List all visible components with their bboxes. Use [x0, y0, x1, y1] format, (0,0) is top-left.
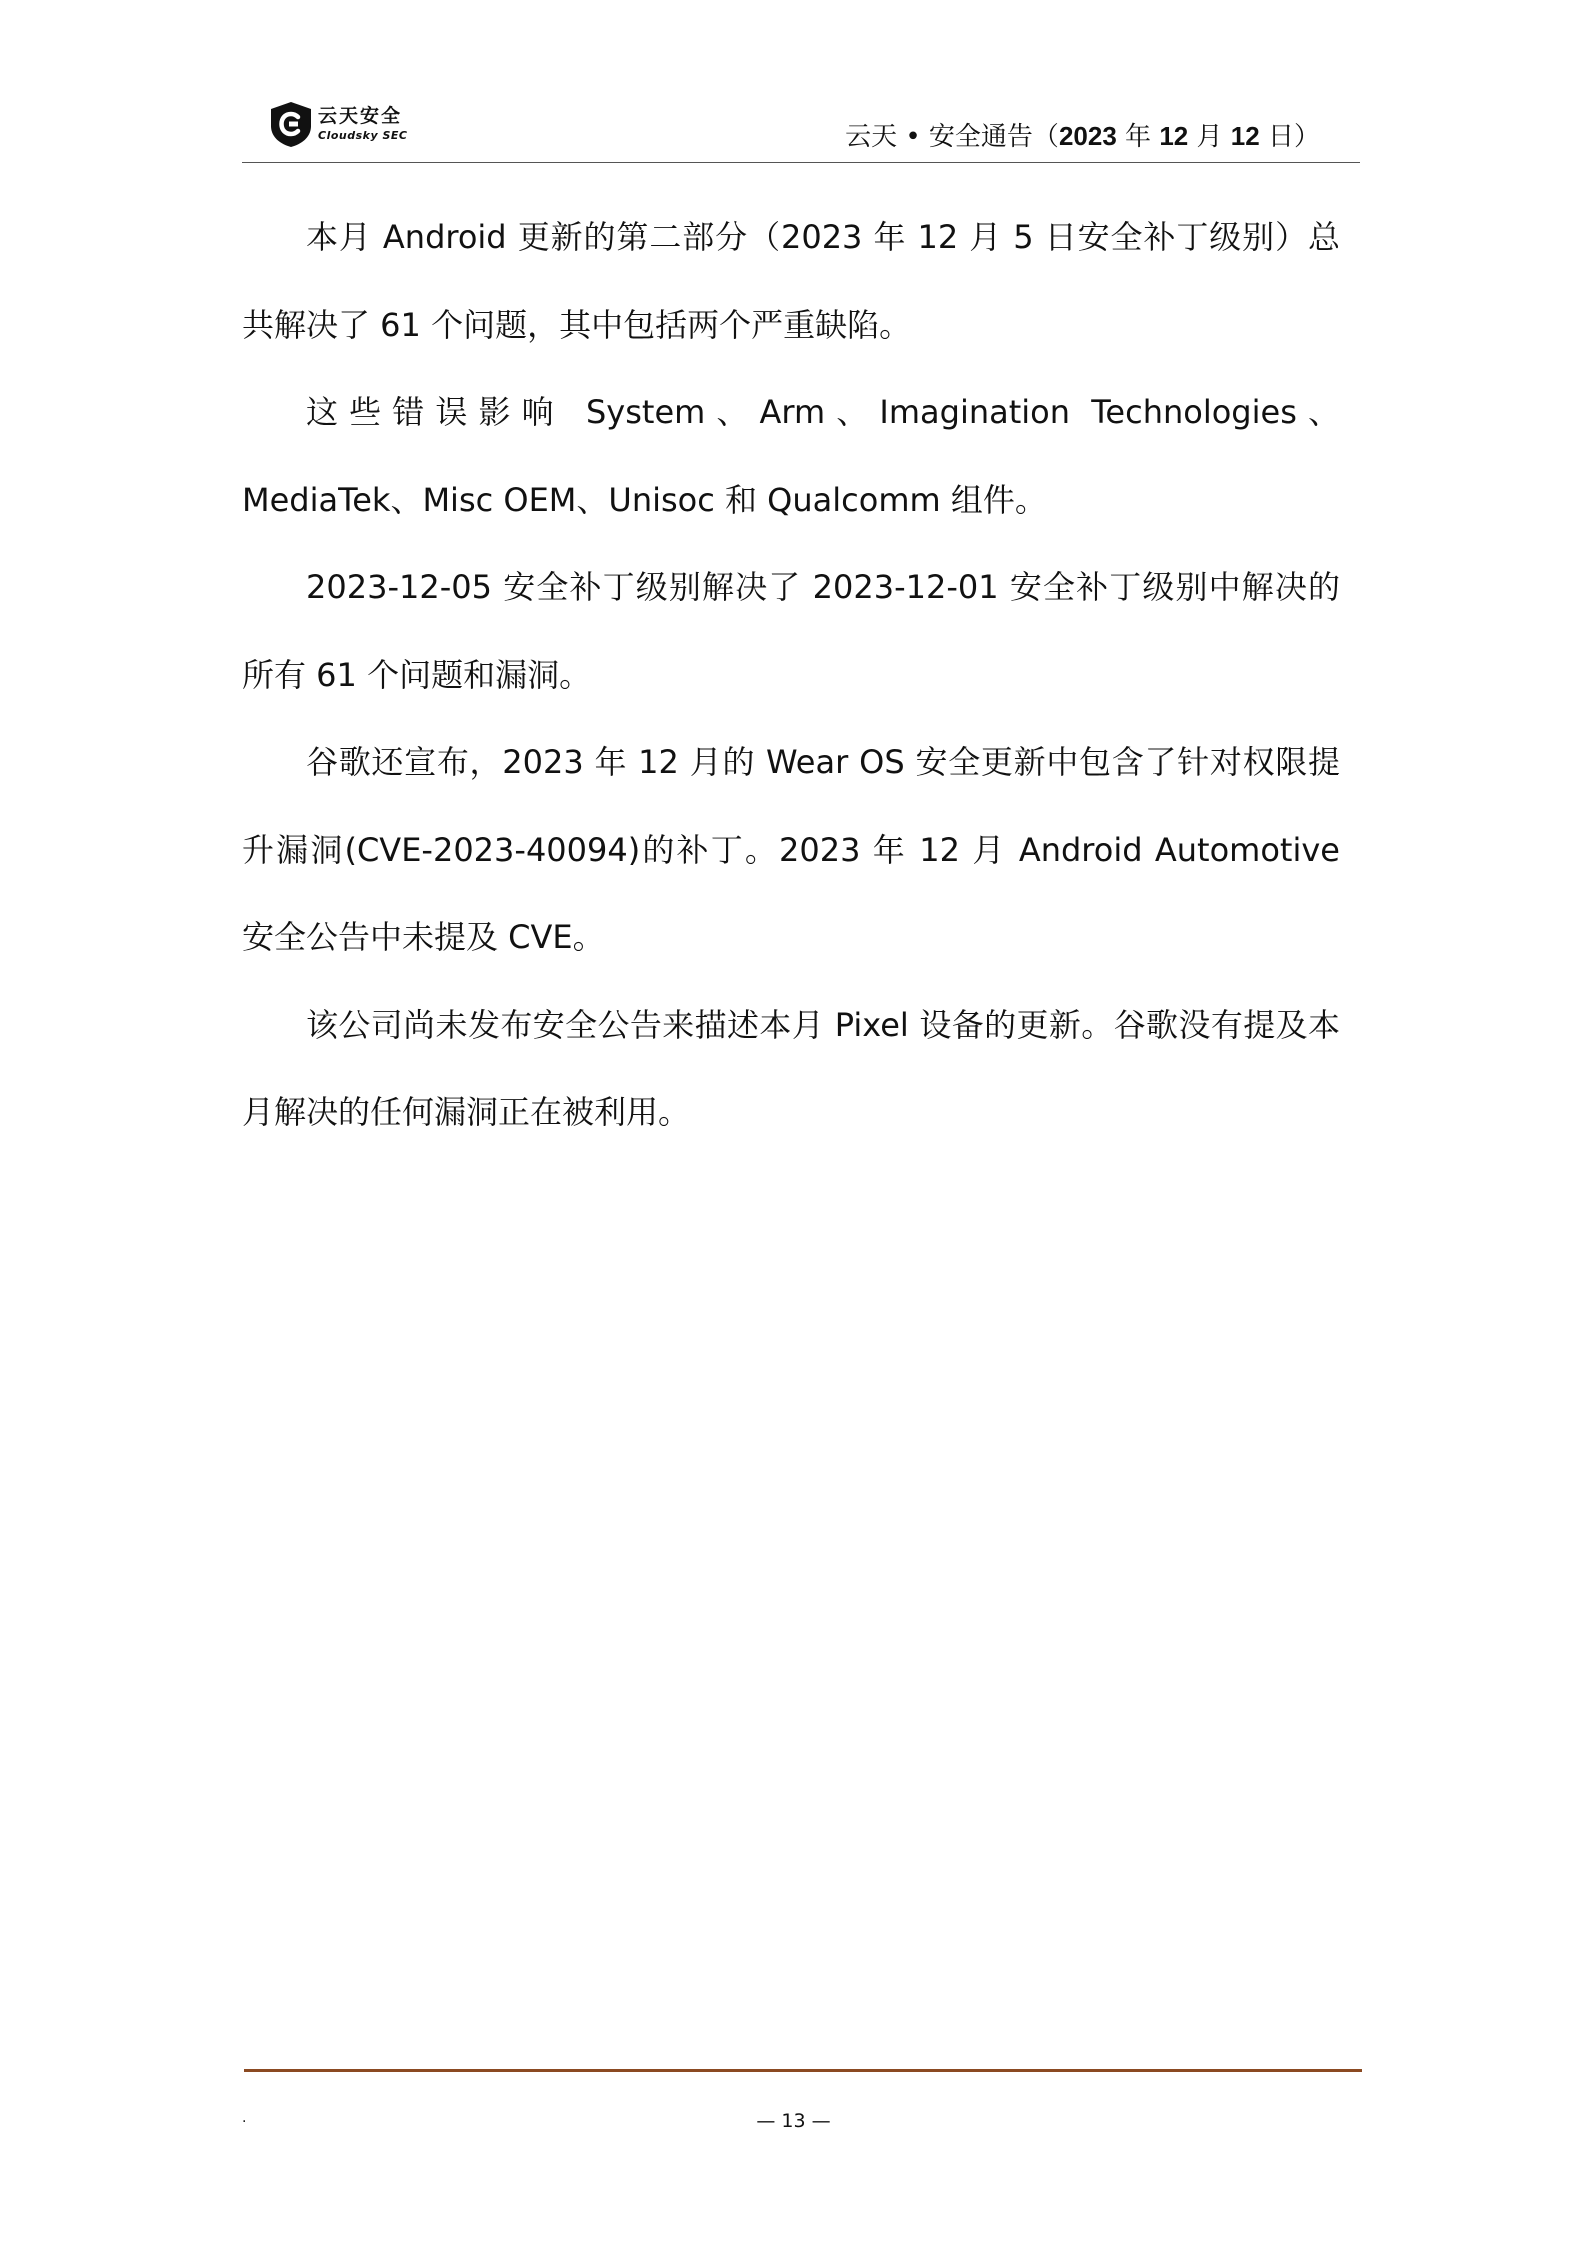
article-body	[242, 194, 1340, 1157]
paragraph: 这些错误影响 System、Arm、Imagination Technologies、MediaTek、Misc OEM、Unisoc 和 Qualcomm 组件。	[242, 393, 1340, 519]
header-title	[845, 116, 1320, 153]
paragraph: 本月 Android 更新的第二部分（2023 年 12 月 5 日安全补丁级别）总共解决了 61 个问题，其中包括两个严重缺陷。	[242, 218, 1340, 344]
header-title-year-unit: 年	[1125, 122, 1152, 152]
footer-dot: .	[242, 2110, 247, 2126]
paragraph: 谷歌还宣布，2023 年 12 月的 Wear OS 安全更新中包含了针对权限提升漏洞(CVE-2023-40094)的补丁。2023 年 12 月 Android Automotive 安全公告中未提及 CVE。	[242, 743, 1340, 956]
header-title-day: 12	[1230, 121, 1260, 151]
logo-chinese-name: 云天安全	[318, 105, 403, 127]
logo-english-name: Cloudsky SEC	[318, 129, 408, 142]
page-number: — 13 —	[756, 2110, 831, 2132]
page-header	[242, 90, 1360, 163]
paragraph: 该公司尚未发布安全公告来描述本月 Pixel 设备的更新。谷歌没有提及本月解决的任何漏洞正在被利用。	[242, 1005, 1340, 1131]
paragraph: 2023-12-05 安全补丁级别解决了 2023-12-01 安全补丁级别中解决的所有 61 个问题和漏洞。	[242, 568, 1340, 694]
footer-divider	[244, 2069, 1362, 2072]
header-title-prefix: 云天 • 安全通告（	[845, 122, 1059, 152]
header-title-suffix: 日）	[1267, 122, 1320, 152]
header-title-month-unit: 月	[1196, 122, 1223, 152]
shield-logo-icon	[268, 100, 314, 148]
logo	[268, 100, 407, 148]
header-title-year: 2023	[1058, 121, 1117, 151]
header-title-month: 12	[1159, 121, 1189, 151]
